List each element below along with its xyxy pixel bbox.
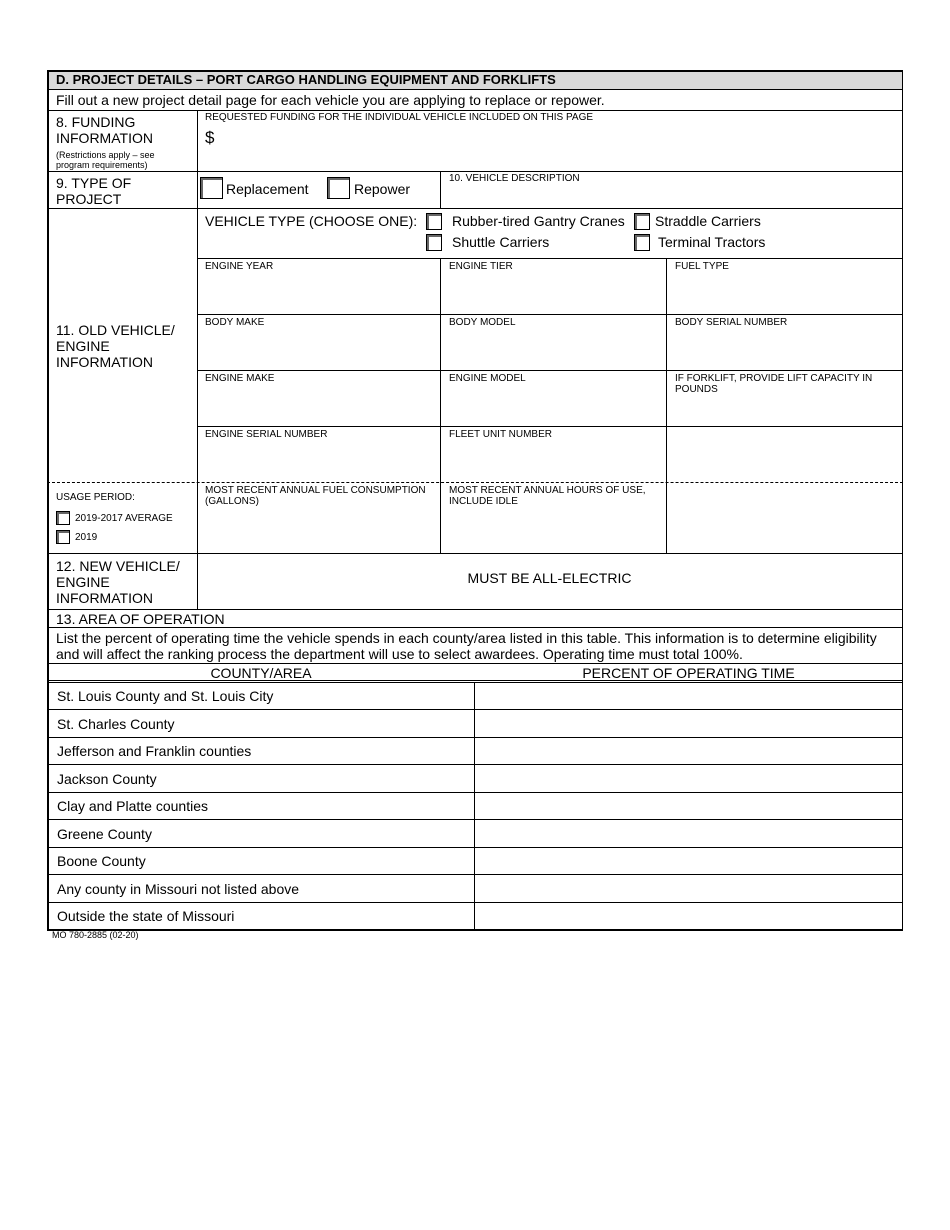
county-area-cell: Greene County: [57, 825, 152, 842]
body-serial-input[interactable]: [670, 330, 898, 368]
county-area-cell: Boone County: [57, 853, 146, 869]
section-title: D. PROJECT DETAILS – PORT CARGO HANDLING EQUIPMENT AND FORKLIFTS: [56, 72, 556, 87]
usage-average-checkbox[interactable]: [56, 511, 70, 525]
body-model-label: BODY MODEL: [449, 317, 516, 328]
county-area-cell: Jefferson and Franklin counties: [57, 743, 252, 759]
body-make-label: BODY MAKE: [205, 317, 265, 328]
straddle-carriers-checkbox[interactable]: [634, 213, 650, 230]
percent-input[interactable]: [478, 768, 898, 792]
engine-year-input[interactable]: [200, 274, 436, 312]
fleet-unit-label: FLEET UNIT NUMBER: [449, 429, 552, 440]
table-row: [48, 848, 902, 876]
usage-2019-checkbox[interactable]: [56, 530, 70, 544]
table-row: [48, 738, 902, 766]
form-number: MO 780-2885 (02-20): [52, 930, 139, 940]
col-county-header: COUNTY/AREA: [210, 665, 312, 681]
county-area-cell: Clay and Platte counties: [57, 798, 208, 814]
table-row: [48, 821, 902, 849]
table-row: [48, 876, 902, 904]
fuel-consumption-label: MOST RECENT ANNUAL FUEL CONSUMPTION (GALLONS): [205, 485, 426, 507]
terminal-tractors-label: Terminal Tractors: [658, 234, 766, 250]
area-instruction: List the percent of operating time the vehicle spends in each county/area listed in this table. This information is to determine eligibility and will affect the ranking process the department will use to select awardees. Operating time must total 100%.: [56, 630, 877, 662]
funding-currency: $: [205, 128, 215, 147]
vehicle-description-input[interactable]: [445, 186, 895, 206]
engine-year-label: ENGINE YEAR: [205, 261, 274, 272]
replacement-checkbox[interactable]: [200, 177, 223, 199]
vehicle-type-label: VEHICLE TYPE (CHOOSE ONE):: [205, 213, 418, 229]
table-row: [48, 903, 902, 931]
usage-average-label: 2019-2017 AVERAGE: [75, 513, 173, 524]
funding-label: 8. FUNDING INFORMATION: [56, 114, 153, 146]
county-area-cell: Jackson County: [57, 770, 157, 787]
new-vehicle-requirement: MUST BE ALL-ELECTRIC: [467, 570, 632, 586]
percent-input[interactable]: [478, 878, 898, 902]
straddle-carriers-label: Straddle Carriers: [655, 213, 761, 229]
table-row: [48, 793, 902, 821]
county-area-cell: Outside the state of Missouri: [57, 908, 235, 924]
percent-input[interactable]: [478, 685, 898, 709]
table-row: [48, 711, 902, 739]
engine-serial-label: ENGINE SERIAL NUMBER: [205, 429, 328, 440]
county-area-cell: Any county in Missouri not listed above: [57, 880, 300, 897]
engine-serial-input[interactable]: [200, 442, 436, 480]
engine-model-label: ENGINE MODEL: [449, 373, 526, 384]
percent-input[interactable]: [478, 905, 898, 929]
table-row: [48, 766, 902, 794]
shuttle-carriers-checkbox[interactable]: [426, 234, 442, 251]
area-label: 13. AREA OF OPERATION: [56, 611, 225, 627]
fuel-consumption-input[interactable]: [200, 510, 436, 550]
funding-field-label: REQUESTED FUNDING FOR THE INDIVIDUAL VEHICLE INCLUDED ON THIS PAGE: [205, 112, 594, 123]
rubber-tired-gantry-label: Rubber-tired Gantry Cranes: [452, 213, 625, 229]
col-percent-header: PERCENT OF OPERATING TIME: [582, 665, 795, 681]
percent-input[interactable]: [478, 823, 898, 847]
lift-capacity-label: IF FORKLIFT, PROVIDE LIFT CAPACITY IN POUNDS: [675, 373, 873, 395]
funding-note: (Restrictions apply – see program requirements): [56, 150, 155, 170]
engine-tier-label: ENGINE TIER: [449, 261, 513, 272]
fuel-type-label: FUEL TYPE: [675, 261, 729, 272]
shuttle-carriers-label: Shuttle Carriers: [452, 234, 550, 250]
fleet-unit-input[interactable]: [444, 442, 662, 480]
funding-amount-input[interactable]: [220, 124, 890, 166]
table-row: [48, 683, 902, 711]
fuel-type-input[interactable]: [670, 274, 898, 312]
body-serial-label: BODY SERIAL NUMBER: [675, 317, 788, 328]
project-type-label: 9. TYPE OF PROJECT: [56, 175, 132, 207]
rubber-tired-gantry-checkbox[interactable]: [426, 213, 442, 230]
section-instruction: Fill out a new project detail page for each vehicle you are applying to replace or repower.: [56, 92, 605, 108]
hours-of-use-label: MOST RECENT ANNUAL HOURS OF USE, INCLUDE IDLE: [449, 485, 646, 507]
percent-input[interactable]: [478, 713, 898, 737]
terminal-tractors-checkbox[interactable]: [634, 234, 650, 251]
percent-input[interactable]: [478, 850, 898, 874]
engine-model-input[interactable]: [444, 386, 662, 424]
vehicle-description-label: 10. VEHICLE DESCRIPTION: [449, 173, 580, 184]
engine-make-label: ENGINE MAKE: [205, 373, 275, 384]
repower-checkbox[interactable]: [327, 177, 350, 199]
percent-input[interactable]: [478, 740, 898, 764]
lift-capacity-input[interactable]: [670, 398, 898, 424]
county-area-cell: St. Louis County and St. Louis City: [57, 688, 274, 704]
replacement-label: Replacement: [226, 181, 309, 197]
body-make-input[interactable]: [200, 330, 436, 368]
usage-2019-label: 2019: [75, 532, 98, 543]
percent-input[interactable]: [478, 795, 898, 819]
hours-of-use-input[interactable]: [444, 510, 662, 550]
usage-period-label: USAGE PERIOD:: [56, 492, 135, 503]
body-model-input[interactable]: [444, 330, 662, 368]
old-vehicle-label: 11. OLD VEHICLE/ ENGINE INFORMATION: [56, 322, 175, 370]
engine-make-input[interactable]: [200, 386, 436, 424]
repower-label: Repower: [354, 181, 411, 197]
new-vehicle-label: 12. NEW VEHICLE/ ENGINE INFORMATION: [56, 558, 180, 606]
county-area-cell: St. Charles County: [57, 715, 175, 732]
engine-tier-input[interactable]: [444, 274, 662, 312]
